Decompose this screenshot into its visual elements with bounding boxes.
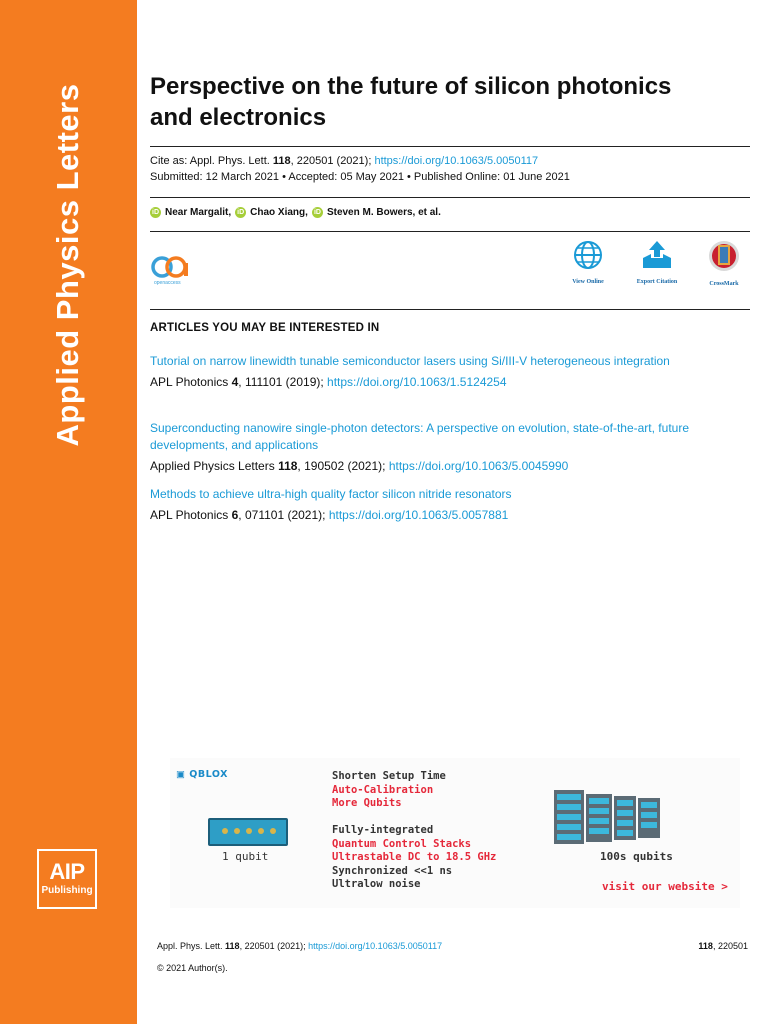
- aip-publishing-logo[interactable]: [37, 849, 97, 909]
- ad-text-integrated: Fully-integrated: [332, 824, 434, 836]
- footer-page-volume: 118: [698, 941, 713, 951]
- footer-doi-link[interactable]: https://doi.org/10.1063/5.0050117: [308, 941, 443, 951]
- open-access-label: openaccess: [154, 280, 181, 286]
- related-article-citation: [150, 507, 750, 524]
- author-name[interactable]: Near Margalit,: [165, 207, 232, 218]
- export-icon: [641, 240, 673, 270]
- related-article-citation: [150, 458, 750, 475]
- qblox-brand-name: QBLOX: [189, 769, 228, 780]
- qblox-brand-icon: ▣: [176, 769, 190, 780]
- ad-text-noise: Ultralow noise: [332, 878, 421, 890]
- divider: [150, 309, 750, 310]
- article-title: Perspective on the future of silicon photonics and electronics: [150, 73, 672, 131]
- cite-rest: , 220501 (2021);: [290, 155, 375, 167]
- footer-volume: 118: [225, 941, 240, 951]
- author-name[interactable]: Chao Xiang,: [250, 207, 308, 218]
- ad-text-ultrastable: Ultrastable DC to 18.5 GHz: [332, 851, 497, 863]
- cite-prefix: Cite as: Appl. Phys. Lett.: [150, 155, 273, 167]
- orcid-icon[interactable]: iD: [237, 209, 245, 216]
- aip-logo-text: AIP: [49, 859, 85, 884]
- divider: [150, 197, 750, 198]
- related-article: [150, 486, 750, 524]
- cite-doi-link[interactable]: https://doi.org/10.1063/5.0050117: [374, 155, 539, 167]
- related-article-title[interactable]: Methods to achieve ultra-high quality factor silicon nitride resonators: [150, 487, 512, 501]
- citation-doi-link[interactable]: https://doi.org/10.1063/5.0057881: [328, 508, 509, 522]
- view-online-label: View Online: [572, 279, 604, 285]
- related-article: [150, 353, 750, 391]
- visit-website-link[interactable]: visit our website >: [602, 880, 728, 893]
- footer-cite-rest: , 220501 (2021);: [239, 941, 309, 951]
- related-articles-heading: ARTICLES YOU MAY BE INTERESTED IN: [150, 322, 380, 334]
- footer-page-rest: , 220501: [712, 941, 748, 951]
- ad-text-shorten: Shorten Setup Time: [332, 770, 446, 782]
- citation-volume: 6: [231, 508, 239, 522]
- orcid-icon[interactable]: iD: [152, 209, 159, 216]
- citation-rest: , 071101 (2021);: [238, 508, 329, 522]
- divider: [150, 146, 750, 147]
- citation-volume: 118: [278, 459, 298, 473]
- citation-doi-link[interactable]: https://doi.org/10.1063/1.5124254: [327, 375, 507, 389]
- server-racks-image: [554, 788, 664, 848]
- cite-as-line: [150, 153, 538, 169]
- journal-sidebar: [0, 0, 137, 1024]
- footer-page-id: [698, 941, 748, 951]
- orcid-icon[interactable]: iD: [313, 209, 321, 216]
- view-online-button[interactable]: [558, 240, 618, 285]
- ad-text-more-qubits: More Qubits: [332, 797, 402, 809]
- export-citation-label: Export Citation: [636, 279, 678, 285]
- author-list: [150, 207, 445, 218]
- related-article-title[interactable]: Superconducting nanowire single-photon detectors: A perspective on evolution, state-of-the-art, future developments, and applications: [150, 421, 689, 452]
- journal-name: Applied Physics Letters: [50, 83, 85, 447]
- advertisement-banner[interactable]: [170, 758, 740, 908]
- divider: [150, 231, 750, 232]
- ad-text-synchronized: Synchronized <<1 ns: [332, 864, 453, 877]
- citation-rest: , 111101 (2019);: [238, 375, 328, 389]
- citation-journal: APL Photonics: [150, 508, 232, 522]
- one-qubit-label: 1 qubit: [222, 850, 269, 863]
- crossmark-button[interactable]: [694, 240, 754, 287]
- cite-volume: 118: [272, 155, 291, 167]
- many-qubits-label: 100s qubits: [600, 850, 673, 863]
- author-name[interactable]: Steven M. Bowers, et al.: [326, 207, 441, 218]
- related-article-citation: [150, 374, 750, 391]
- citation-volume: 4: [231, 375, 239, 389]
- footer-citation: [157, 941, 442, 951]
- footer-copyright: © 2021 Author(s).: [157, 963, 228, 973]
- globe-icon: [573, 240, 603, 270]
- aip-logo-subtext: Publishing: [41, 885, 93, 896]
- citation-doi-link[interactable]: https://doi.org/10.1063/5.0045990: [388, 459, 569, 473]
- export-citation-button[interactable]: [627, 240, 687, 285]
- crossmark-icon: [707, 240, 741, 272]
- qubit-device-image: [208, 818, 288, 846]
- related-article: [150, 420, 750, 475]
- citation-rest: , 190502 (2021);: [297, 459, 389, 473]
- citation-journal: Applied Physics Letters: [150, 459, 279, 473]
- crossmark-label: CrossMark: [709, 281, 739, 287]
- qblox-logo: [176, 769, 228, 780]
- footer-cite-prefix: Appl. Phys. Lett.: [157, 941, 226, 951]
- citation-journal: APL Photonics: [150, 375, 232, 389]
- publication-dates: Submitted: 12 March 2021 • Accepted: 05 May 2021 • Published Online: 01 June 2021: [150, 171, 570, 183]
- ad-text-autocal: Auto-Calibration: [332, 783, 434, 796]
- related-article-title[interactable]: Tutorial on narrow linewidth tunable semiconductor lasers using Si/III-V heterogeneous integration: [150, 354, 670, 368]
- ad-text-control-stacks: Quantum Control Stacks: [332, 837, 472, 850]
